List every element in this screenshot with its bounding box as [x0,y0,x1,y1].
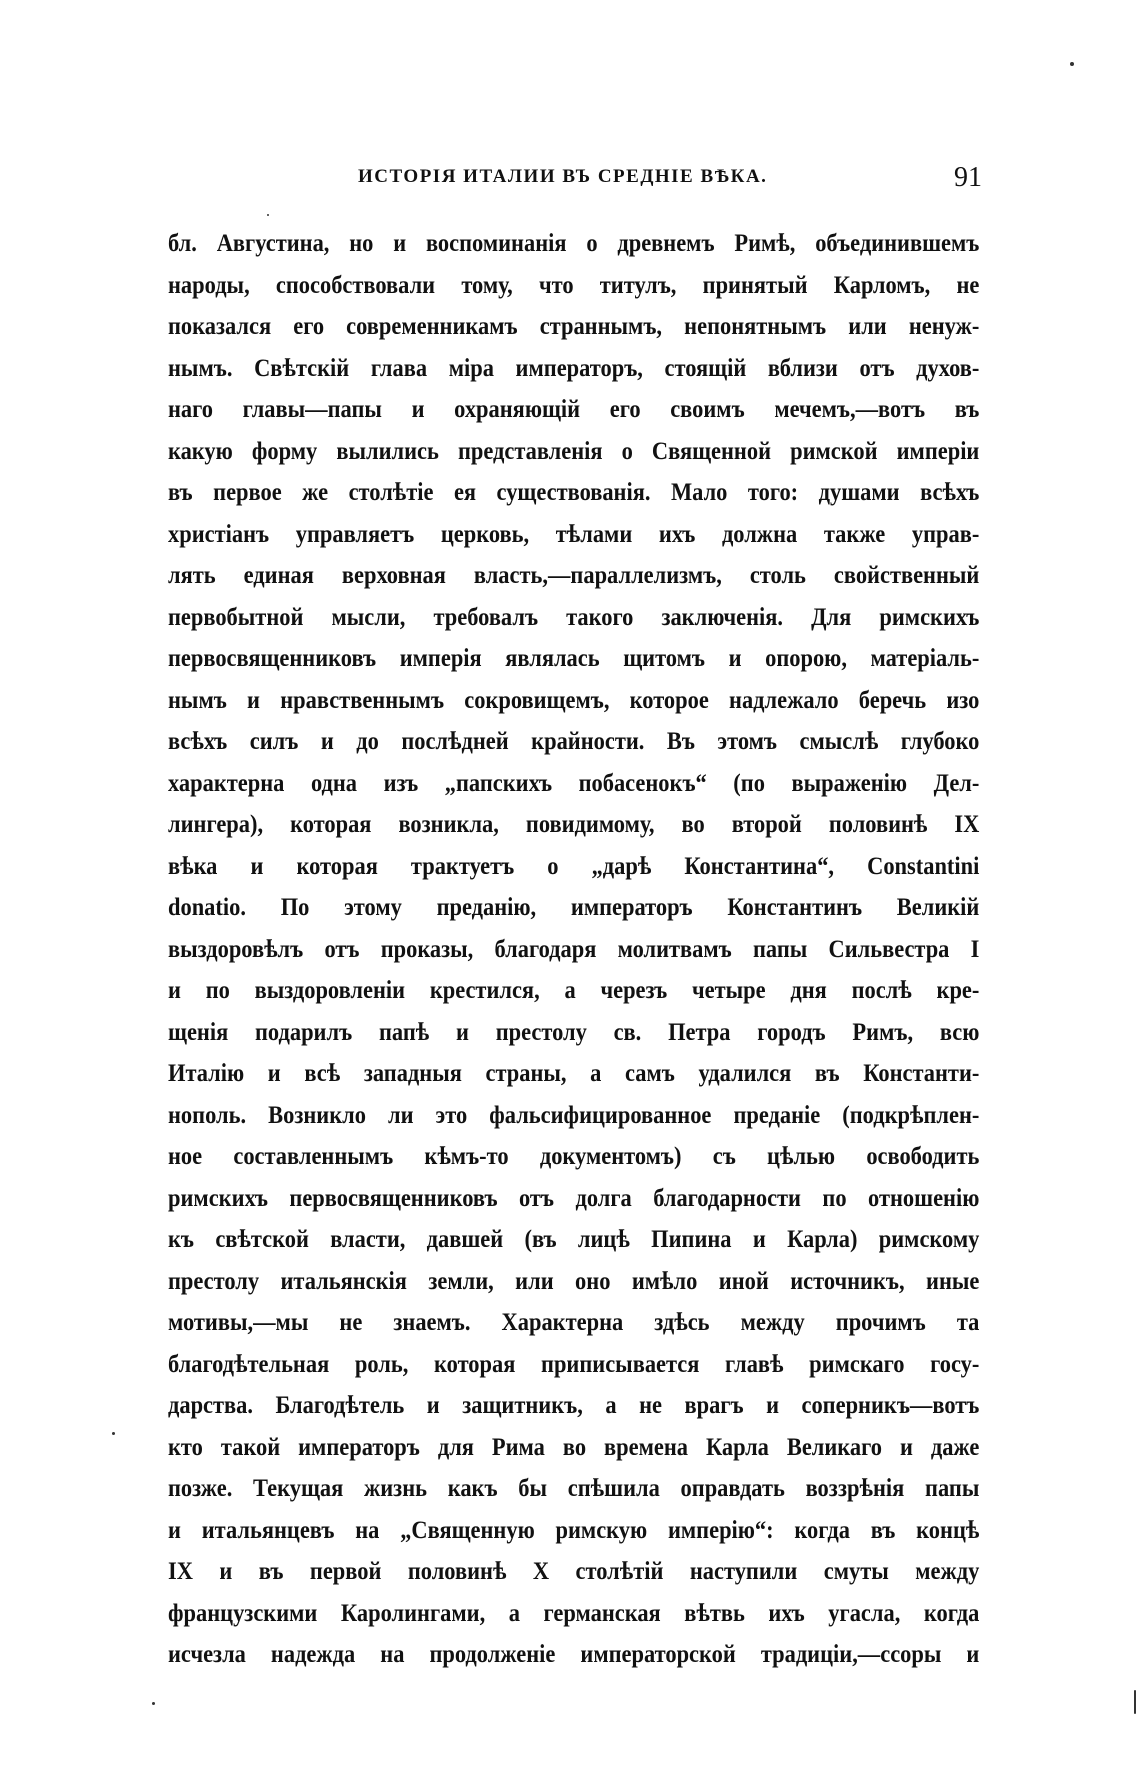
scan-speck [1070,62,1074,66]
text-line: народы, способствовали тому, что титулъ, принятый Карломъ, не [168,269,980,299]
text-line: христіанъ управляетъ церковь, тѣлами ихъ должна также управ- [168,518,980,548]
scan-speck [152,1702,155,1705]
text-line: лингера), которая возникла, повидимому, во второй половинѣ IX [168,809,980,838]
text-line: и итальянцевъ на „Священную римскую имперію“: когда въ концѣ [168,1514,980,1544]
text-line: первосвященниковъ имперія являлась щитомъ и опорою, матеріаль- [168,643,980,672]
text-line: характерна одна изъ „папскихъ побасенокъ“ (по выраженію Дел- [168,767,980,797]
text-line: лять единая верховная власть,—параллелизмъ, столь свойственный [168,560,980,589]
text-line: какую форму вылились представленія о Священной римской имперіи [168,435,980,465]
text-line: кто такой императоръ для Рима во времена Карла Великаго и даже [168,1431,980,1461]
text-line: всѣхъ силъ и до послѣдней крайности. Въ этомъ смыслѣ глубоко [168,726,980,755]
text-line: мотивы,—мы не знаемъ. Характерна здѣсь между прочимъ та [168,1307,980,1336]
text-line: нымъ и нравственнымъ сокровищемъ, которое надлежало беречь изо [168,684,980,714]
text-line: IX и въ первой половинѣ X столѣтій наступили смуты между [168,1556,980,1585]
body-text [168,222,980,1675]
text-line: престолу итальянскія земли, или оно имѣло иной источникъ, иные [168,1265,980,1295]
text-line: ное составленнымъ кѣмъ-то документомъ) съ цѣлью освободить [168,1141,980,1170]
running-head [168,162,988,198]
text-line: исчезла надежда на продолженіе императорской традиціи,—ссоры и [168,1639,980,1668]
running-title: ИСТОРІЯ ИТАЛИИ ВЪ СРЕДНІЕ ВѢКА. [358,166,768,187]
text-line: римскихъ первосвященниковъ отъ долга благодарности по отношенію [168,1182,980,1212]
text-line: въ первое же столѣтіе ея существованія. Мало того: душами всѣхъ [168,477,980,506]
scan-speck [1134,1690,1136,1714]
text-line: французскими Каролингами, а германская вѣтвь ихъ угасла, когда [168,1597,980,1627]
text-line: благодѣтельная роль, которая приписывается главѣ римскаго госу- [168,1348,980,1378]
text-line: выздоровѣлъ отъ проказы, благодаря молитвамъ папы Сильвестра I [168,933,980,963]
text-line: дарства. Благодѣтель и защитникъ, а не врагъ и соперникъ—вотъ [168,1390,980,1419]
text-line: первобытной мысли, требовалъ такого заключенія. Для римскихъ [168,601,980,631]
text-line: donatio. По этому преданію, императоръ Константинъ Великій [168,892,980,921]
text-line: показался его современникамъ страннымъ, непонятнымъ или ненуж- [168,311,980,340]
text-line: нополь. Возникло ли это фальсифицированное преданіе (подкрѣплен- [168,1099,980,1129]
text-line: нымъ. Свѣтскій глава міра императоръ, стоящій вблизи отъ духов- [168,352,980,382]
text-line: бл. Августина, но и воспоминанія о древнемъ Римѣ, объединившемъ [168,228,980,257]
text-line: вѣка и которая трактуетъ о „дарѣ Константина“, Constantini [168,850,980,880]
scan-speck [112,1432,115,1435]
text-line: щенія подарилъ папѣ и престолу св. Петра городъ Римъ, всю [168,1016,980,1046]
scan-speck [267,214,269,216]
text-line: Италію и всѣ западныя страны, а самъ удалился въ Константи- [168,1058,980,1087]
text-line: и по выздоровленіи крестился, а черезъ четыре дня послѣ кре- [168,975,980,1004]
page-number: 91 [954,162,982,193]
text-line: къ свѣтской власти, давшей (въ лицѣ Пипина и Карла) римскому [168,1224,980,1253]
text-line: наго главы—папы и охраняющій его своимъ мечемъ,—вотъ въ [168,394,980,423]
text-line: позже. Текущая жизнь какъ бы спѣшила оправдать воззрѣнія папы [168,1473,980,1502]
